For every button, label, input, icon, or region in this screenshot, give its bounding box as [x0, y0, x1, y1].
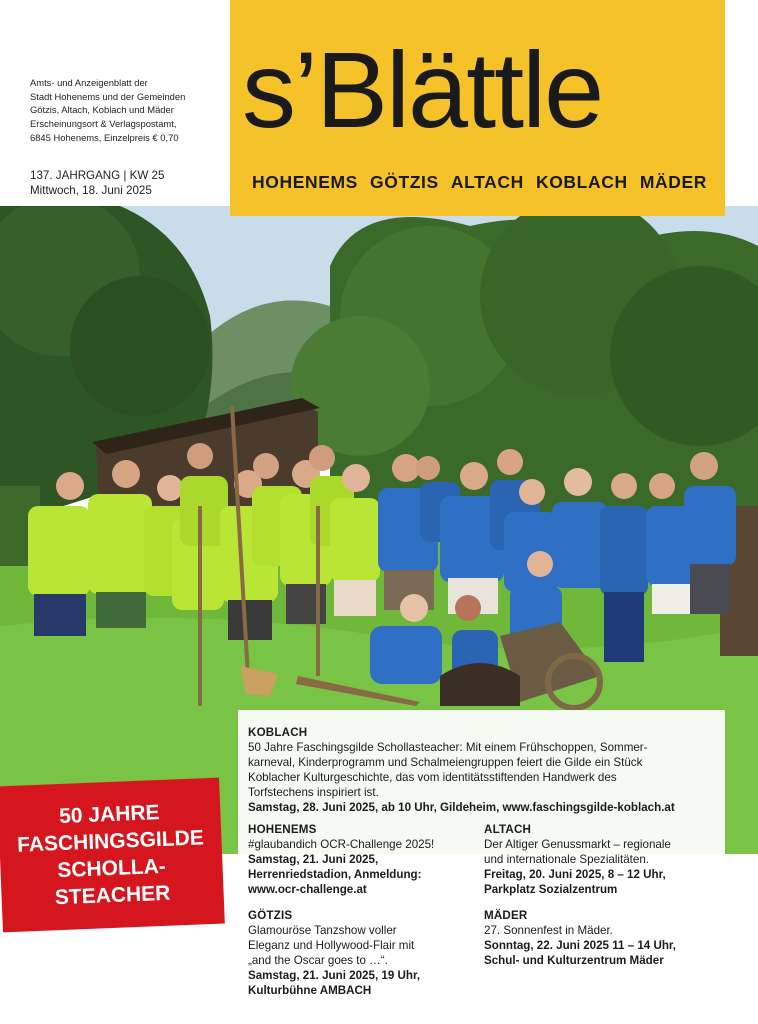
event-heading: KOBLACH	[248, 726, 308, 739]
event-date-location: Kulturbühne AMBACH	[248, 984, 372, 997]
event-koblach	[248, 725, 718, 815]
imprint-line: 6845 Hohenems, Einzelpreis € 0,70	[30, 131, 179, 143]
imprint	[30, 76, 220, 145]
event-text: #glaubandich OCR-Challenge 2025!	[248, 838, 435, 851]
event-date-location: Samstag, 21. Juni 2025, 19 Uhr,	[248, 969, 421, 982]
imprint-line: Erscheinungsort & Verlagspostamt,	[30, 118, 177, 130]
event-heading: ALTACH	[484, 823, 532, 836]
badge-line: FASCHINGSGILDE	[16, 826, 205, 857]
badge-line: 50 JAHRE	[58, 801, 160, 829]
newspaper-title: s’Blättle	[242, 29, 603, 150]
event-date-location: Sonntag, 22. Juni 2025 11 – 14 Uhr,	[484, 939, 677, 952]
event-text: 50 Jahre Faschingsgilde Schollasteacher: Mit einem Frühschoppen, Sommer-	[248, 741, 648, 754]
town-name: GÖTZIS	[370, 172, 439, 192]
event-altach	[484, 822, 720, 897]
event-text: Eleganz und Hollywood-Flair mit	[248, 939, 415, 952]
event-date-location: Samstag, 21. Juni 2025,	[248, 853, 379, 866]
event-date-location: Samstag, 28. Juni 2025, ab 10 Uhr, Gildeheim, www.faschingsgilde-koblach.at	[248, 801, 675, 814]
issue-date: Mittwoch, 18. Juni 2025	[30, 184, 152, 197]
event-text: und internationale Spezialitäten.	[484, 853, 650, 866]
masthead	[230, 0, 725, 216]
event-text: Glamouröse Tanzshow voller	[248, 924, 397, 937]
badge-line: SCHOLLA-	[56, 854, 167, 883]
event-hohenems	[248, 822, 478, 897]
town-list	[252, 172, 707, 193]
town-name: HOHENEMS	[252, 172, 358, 192]
event-date-location: Schul- und Kulturzentrum Mäder	[484, 954, 664, 967]
imprint-line: Amts- und Anzeigenblatt der	[30, 77, 148, 88]
event-date-location: Herrenriedstadion, Anmeldung:	[248, 868, 422, 881]
event-text: Der Altiger Genussmarkt – regionale	[484, 838, 671, 851]
event-text: Koblacher Kulturgeschichte, das vom identitätsstiftenden Handwerk des	[248, 771, 617, 784]
imprint-line: Götzis, Altach, Koblach und Mäder	[30, 104, 174, 116]
issue-volume: 137. JAHRGANG | KW 25	[30, 169, 165, 182]
town-name: KOBLACH	[535, 172, 628, 192]
anniversary-badge	[0, 778, 225, 933]
badge-line: STEACHER	[54, 881, 171, 910]
event-date-location: www.ocr-challenge.at	[248, 883, 367, 896]
event-heading: HOHENEMS	[248, 823, 317, 836]
issue-info	[30, 168, 164, 198]
town-name: MÄDER	[639, 172, 707, 192]
event-heading: GÖTZIS	[248, 909, 293, 922]
event-goetzis	[248, 908, 478, 998]
event-text: „and the Oscar goes to …“.	[248, 954, 388, 967]
event-text: Torfstechens inspiriert ist.	[248, 786, 379, 799]
event-date-location: Parkplatz Sozialzentrum	[484, 883, 618, 896]
event-text: karneval, Kinderprogramm und Schalmeiengruppen feiert die Gilde ein Stück	[248, 756, 643, 769]
town-name: ALTACH	[450, 172, 524, 192]
event-text: 27. Sonnenfest in Mäder.	[484, 924, 613, 937]
event-date-location: Freitag, 20. Juni 2025, 8 – 12 Uhr,	[484, 868, 666, 881]
event-heading: MÄDER	[484, 909, 528, 922]
event-maeder	[484, 908, 720, 968]
imprint-line: Stadt Hohenems und der Gemeinden	[30, 90, 186, 102]
